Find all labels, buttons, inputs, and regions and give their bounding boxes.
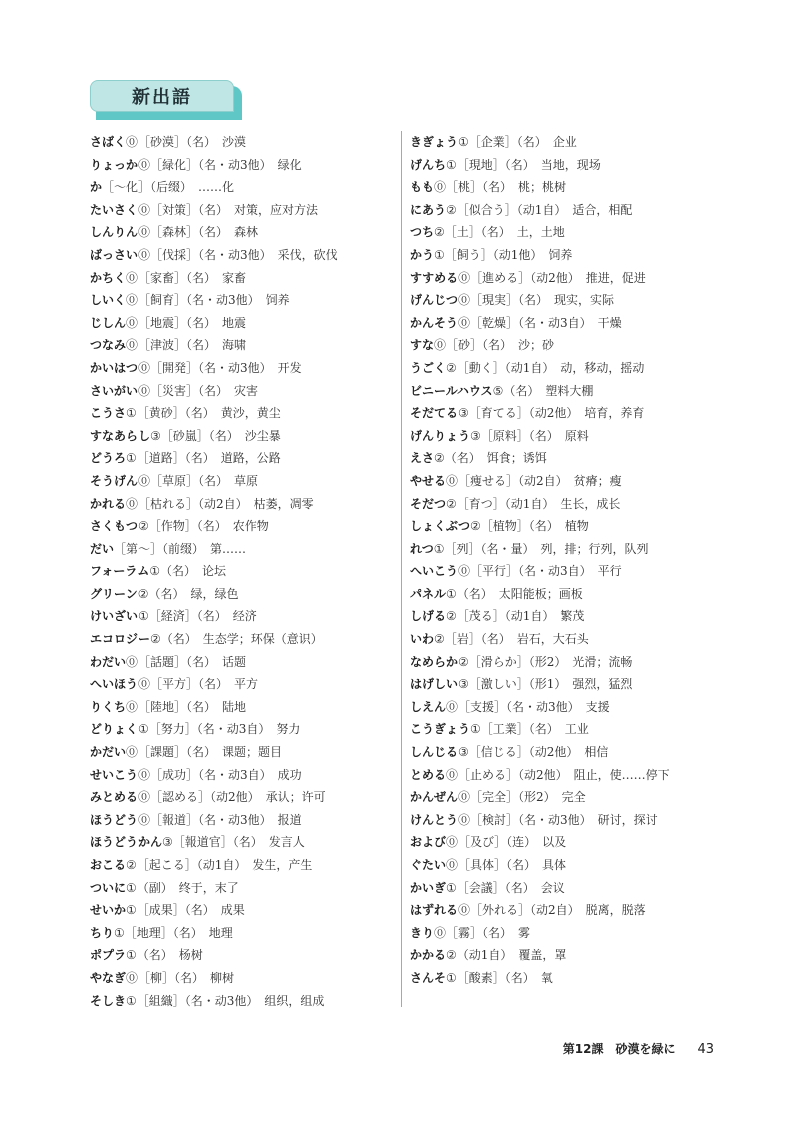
vocab-reading: すすめる [410,270,459,285]
vocab-reading: しんりん [90,225,139,240]
vocab-entry [90,470,390,493]
section-title-badge [90,80,242,118]
vocab-reading: かんそう [410,315,459,330]
vocab-reading: はげしい [410,677,459,692]
vocab-reading: フォーラム [90,564,150,579]
vocab-entry [90,696,390,719]
vocab-entry [410,899,710,922]
title-badge-box [90,80,234,112]
vocab-reading: しょくぶつ [410,519,471,534]
vocab-reading: グリーン [90,586,138,601]
vocab-reading: さくもつ [90,519,139,534]
vocab-definition: ①［努力］（名・动3自） 努力 [138,722,301,737]
vocab-entry [90,673,390,696]
vocab-list-right [410,131,710,990]
vocab-reading: そうげん [90,473,139,488]
vocab-definition: ①［工業］（名） 工业 [470,722,589,737]
vocab-definition: ⓪［飼育］（名・动3他） 饲养 [126,293,290,308]
vocab-entry [90,199,390,222]
vocab-definition: ⓪［対策］（名） 对策，应对方法 [138,202,319,217]
vocab-entry [410,289,710,312]
vocab-definition: ⓪［課題］（名） 课题；题目 [126,745,283,760]
vocab-definition: ⓪［陸地］（名） 陆地 [126,699,247,714]
vocab-reading: こうさ [90,406,127,421]
lesson-title: 第12課 砂漠を緑に [562,1042,676,1056]
vocab-reading: もも [410,180,435,195]
vocab-reading: すな [410,338,435,353]
vocab-definition: ⓪［外れる］（动2自） 脱离，脱落 [458,903,646,918]
vocab-entry [410,357,710,380]
vocab-entry [410,425,710,448]
vocab-entry [410,154,710,177]
vocab-definition: ①（名） 杨树 [126,948,203,963]
vocab-entry [90,357,390,380]
vocab-definition: ⓪［成功］（名・动3自） 成功 [138,767,302,782]
vocab-reading: および [410,835,447,850]
vocab-entry [410,515,710,538]
vocab-entry [90,447,390,470]
vocab-entry [410,628,710,651]
vocab-entry [90,560,390,583]
vocab-entry [410,605,710,628]
vocab-definition: ⓪［砂漠］（名） 沙漠 [126,135,247,149]
vocab-entry [90,764,390,787]
vocab-definition: ⓪［平行］（名・动3自） 平行 [458,564,622,579]
page-footer [563,1040,714,1057]
vocab-definition: ②［似合う］（动1自） 适合，相配 [446,202,633,217]
vocab-entry [410,809,710,832]
vocab-definition: ①［現地］（名） 当地，现场 [446,157,601,172]
vocab-reading: へいほう [90,677,139,692]
vocab-definition: ①［飼う］（动1他） 饲养 [434,247,573,262]
vocab-definition: ①［経済］（名） 经济 [138,609,257,624]
vocab-reading: りょっか [90,157,139,172]
vocab-definition: ⓪［具体］（名） 具体 [446,858,567,872]
vocab-definition: ［～化］（后缀） ……化 [102,180,235,195]
vocab-entry [410,447,710,470]
vocab-definition: ⓪［痩せる］（动2自） 贫瘠；瘦 [446,473,622,488]
vocab-reading: せいか [90,903,127,918]
vocab-reading: エコロジー [90,632,151,647]
vocab-entry [90,718,390,741]
vocab-reading: たいさく [90,202,139,217]
vocab-reading: けいざい [90,609,139,624]
vocab-definition: ①（名） 论坛 [149,564,227,579]
vocab-definition: ①［会議］（名） 会议 [446,880,565,895]
vocab-entry [90,877,390,900]
vocab-reading: さばく [90,135,127,149]
vocab-reading: ビニールハウス [410,383,493,398]
vocab-reading: そだてる [410,406,459,421]
vocab-definition: ③［原料］（名） 原料 [470,428,589,443]
vocab-reading: とめる [410,767,447,782]
vocab-definition: ⓪［枯れる］（动2自） 枯萎，凋零 [126,496,314,511]
vocab-reading: おこる [90,858,127,872]
vocab-definition: ①［組織］（名・动3他） 组织，组成 [126,993,325,1008]
vocab-entry [90,583,390,606]
vocab-reading: さいがい [90,383,139,398]
vocab-definition: ③［激しい］（形1） 强烈，猛烈 [458,677,633,692]
vocab-definition: ①［企業］（名） 企业 [458,135,577,149]
vocab-definition: ⓪［津波］（名） 海啸 [126,338,247,353]
vocab-definition: ⓪［完全］（形2） 完全 [458,790,586,805]
vocab-reading: かう [410,247,435,262]
vocab-entry [90,312,390,335]
vocab-entry [90,380,390,403]
vocab-entry [90,425,390,448]
vocab-reading: ほうどうかん [90,835,163,850]
vocab-entry [90,922,390,945]
vocab-definition: ⓪［伐採］（名・动3他） 采伐，砍伐 [138,247,338,262]
vocab-definition: ⓪［桃］（名） 桃；桃树 [434,180,567,195]
vocab-entry [90,944,390,967]
vocab-entry [90,854,390,877]
vocab-entry [410,877,710,900]
vocab-entry [410,922,710,945]
vocab-definition: ①［黄砂］（名） 黄沙，黄尘 [126,406,281,421]
vocab-definition: ⓪［地震］（名） 地震 [126,315,247,330]
vocab-entry [90,515,390,538]
vocab-entry [410,696,710,719]
vocab-entry [410,176,710,199]
vocab-definition: ⓪［家畜］（名） 家畜 [126,270,247,285]
vocab-entry [410,764,710,787]
vocab-definition: ⓪［報道］（名・动3他） 报道 [138,812,302,827]
vocab-reading: にあう [410,202,447,217]
vocab-entry [90,334,390,357]
vocab-definition: ②［岩］（名） 岩石，大石头 [434,632,589,647]
vocab-reading: しげる [410,609,447,624]
vocab-reading: ほうどう [90,812,139,827]
vocab-entry [90,176,390,199]
vocab-list-left [90,131,390,1012]
vocab-definition: ⓪［現実］（名） 现实，实际 [458,293,615,308]
vocab-definition: ②（动1自） 覆盖，罩 [446,948,567,963]
vocab-entry [90,990,390,1013]
vocab-entry [90,221,390,244]
column-divider [401,131,402,1007]
vocab-entry [410,221,710,244]
vocab-definition: ②［起こる］（动1自） 发生，产生 [126,858,313,872]
vocab-entry [90,967,390,990]
vocab-reading: こうぎょう [410,722,471,737]
vocab-reading: へいこう [410,564,459,579]
vocab-reading: か [90,180,103,195]
vocab-definition: ②［育つ］（动1自） 生长，成长 [446,496,621,511]
vocab-entry [410,967,710,990]
vocab-definition: ③［報道官］（名） 发言人 [162,835,305,850]
vocab-entry [90,831,390,854]
vocab-definition: ②［茂る］（动1自） 繁茂 [446,609,585,624]
vocab-reading: うごく [410,360,447,375]
vocab-reading: どりょく [90,722,139,737]
vocab-definition: ⓪［柳］（名） 柳树 [126,970,235,985]
vocab-entry [410,402,710,425]
vocab-entry [90,402,390,425]
vocab-entry [410,470,710,493]
vocab-definition: ②（名） 生态学；环保（意识） [150,632,323,647]
vocab-reading: はずれる [410,903,459,918]
vocab-reading: きぎょう [410,135,459,149]
vocab-reading: さんそ [410,970,447,985]
vocab-reading: れつ [410,541,434,556]
vocab-definition: ⓪［森林］（名） 森林 [138,225,259,240]
vocab-reading: そしき [90,993,127,1008]
vocab-reading: えさ [410,451,435,466]
vocab-definition: ⓪［緑化］（名・动3他） 绿化 [138,157,302,172]
vocab-reading: ばっさい [90,247,139,262]
vocab-entry [90,741,390,764]
vocab-entry [90,651,390,674]
vocab-definition: ①［道路］（名） 道路，公路 [126,451,281,466]
vocab-definition: ①（名） 太阳能板；画板 [446,586,583,601]
vocab-reading: いわ [410,632,435,647]
vocab-definition: ⓪［進める］（动2他） 推进，促进 [458,270,646,285]
vocab-reading: だい [90,541,115,556]
vocab-entry [410,380,710,403]
vocab-reading: やなぎ [90,970,127,985]
vocab-definition: ①［地理］（名） 地理 [114,925,233,940]
vocab-reading: なめらか [410,654,459,669]
vocab-entry [410,312,710,335]
vocab-reading: つなみ [90,338,127,353]
vocab-entry [90,493,390,516]
vocab-entry [90,605,390,628]
vocab-reading: げんりょう [410,428,471,443]
vocab-definition: ②［滑らか］（形2） 光滑；流畅 [458,654,633,669]
vocab-definition: ⓪［乾燥］（名・动3自） 干燥 [458,315,622,330]
vocab-definition: ⓪［認める］（动2他） 承认；许可 [138,790,326,805]
vocab-definition: ③［砂嵐］（名） 沙尘暴 [150,428,281,443]
vocab-entry [410,741,710,764]
vocab-reading: ぐたい [410,858,447,872]
vocab-definition: ⓪［霧］（名） 雾 [434,925,531,940]
vocab-reading: げんち [410,157,447,172]
vocab-reading: かいはつ [90,360,139,375]
vocab-reading: かかる [410,948,447,963]
vocab-entry [90,289,390,312]
vocab-entry [90,154,390,177]
vocab-reading: そだつ [410,496,447,511]
vocab-reading: かんぜん [410,790,459,805]
vocab-definition: ⓪［開発］（名・动3他） 开发 [138,360,302,375]
vocab-definition: ⓪［平方］（名） 平方 [138,677,259,692]
vocab-reading: きり [410,925,435,940]
vocab-definition: ［第～］（前缀） 第…… [114,541,247,556]
section-title: 新出語 [132,87,192,108]
vocab-entry [410,493,710,516]
vocab-definition: ⓪［検討］（名・动3他） 研讨，探讨 [458,812,658,827]
vocab-reading: わだい [90,654,127,669]
vocab-definition: ②［土］（名） 土，土地 [434,225,565,240]
vocab-definition: ②［植物］（名） 植物 [470,519,589,534]
vocab-entry [410,334,710,357]
vocab-reading: しいく [90,293,127,308]
vocab-reading: みとめる [90,790,139,805]
vocab-entry [410,673,710,696]
vocab-definition: ②［作物］（名） 农作物 [138,519,269,534]
vocab-definition: ⓪［災害］（名） 灾害 [138,383,259,398]
vocab-definition: ⓪［草原］（名） 草原 [138,473,259,488]
vocab-definition: ①［酸素］（名） 氧 [446,970,553,985]
vocab-entry [90,809,390,832]
vocab-definition: ⓪［止める］（动2他） 阻止，使……停下 [446,767,670,782]
vocab-entry [410,583,710,606]
vocab-reading: パネル [410,586,447,601]
vocab-definition: ②［動く］（动1自） 动，移动，摇动 [446,360,645,375]
vocab-definition: ⓪［及び］（连） 以及 [446,835,567,850]
vocab-entry [410,538,710,561]
vocab-definition: ②（名） 绿，绿色 [137,586,239,601]
vocab-definition: ⑤（名） 塑料大棚 [492,383,594,398]
vocab-entry [90,131,390,154]
vocab-entry [410,560,710,583]
vocab-reading: しえん [410,699,447,714]
vocab-entry [90,786,390,809]
vocab-definition: ①（副） 终于，末了 [126,880,239,895]
vocab-reading: げんじつ [410,293,459,308]
vocab-reading: せいこう [90,767,139,782]
vocab-reading: かれる [90,496,127,511]
vocab-reading: すなあらし [90,428,151,443]
vocab-entry [410,131,710,154]
vocab-entry [410,831,710,854]
vocab-entry [410,651,710,674]
vocab-definition: ③［信じる］（动2他） 相信 [458,745,609,760]
vocab-reading: かちく [90,270,127,285]
vocab-reading: ちり [90,925,115,940]
vocab-reading: かだい [90,745,127,760]
vocab-definition: ①［成果］（名） 成果 [126,903,245,918]
vocab-entry [410,199,710,222]
vocab-reading: ポプラ [90,948,127,963]
vocab-reading: つち [410,225,435,240]
vocab-reading: かいぎ [410,880,447,895]
vocab-reading: ついに [90,880,127,895]
vocab-reading: やせる [410,473,447,488]
vocab-definition: ①［列］（名・量） 列，排；行列，队列 [433,541,649,556]
vocab-definition: ③［育てる］（动2他） 培育，养育 [458,406,645,421]
vocab-definition: ②（名） 饵食；诱饵 [434,451,547,466]
vocab-entry [410,718,710,741]
vocab-entry [410,944,710,967]
page-number: 43 [697,1042,714,1057]
vocab-entry [410,244,710,267]
vocab-definition: ⓪［支援］（名・动3他） 支援 [446,699,610,714]
vocab-definition: ⓪［話題］（名） 话题 [126,654,247,669]
vocab-entry [410,267,710,290]
vocab-entry [90,628,390,651]
vocab-reading: りくち [90,699,127,714]
vocab-reading: じしん [90,315,127,330]
vocab-entry [410,786,710,809]
vocab-reading: しんじる [410,745,459,760]
vocab-entry [90,244,390,267]
vocab-entry [90,267,390,290]
vocab-reading: どうろ [90,451,127,466]
vocab-entry [90,899,390,922]
vocab-reading: けんとう [410,812,459,827]
vocab-definition: ⓪［砂］（名） 沙；砂 [434,338,555,353]
vocab-entry [410,854,710,877]
vocab-entry [90,538,390,561]
